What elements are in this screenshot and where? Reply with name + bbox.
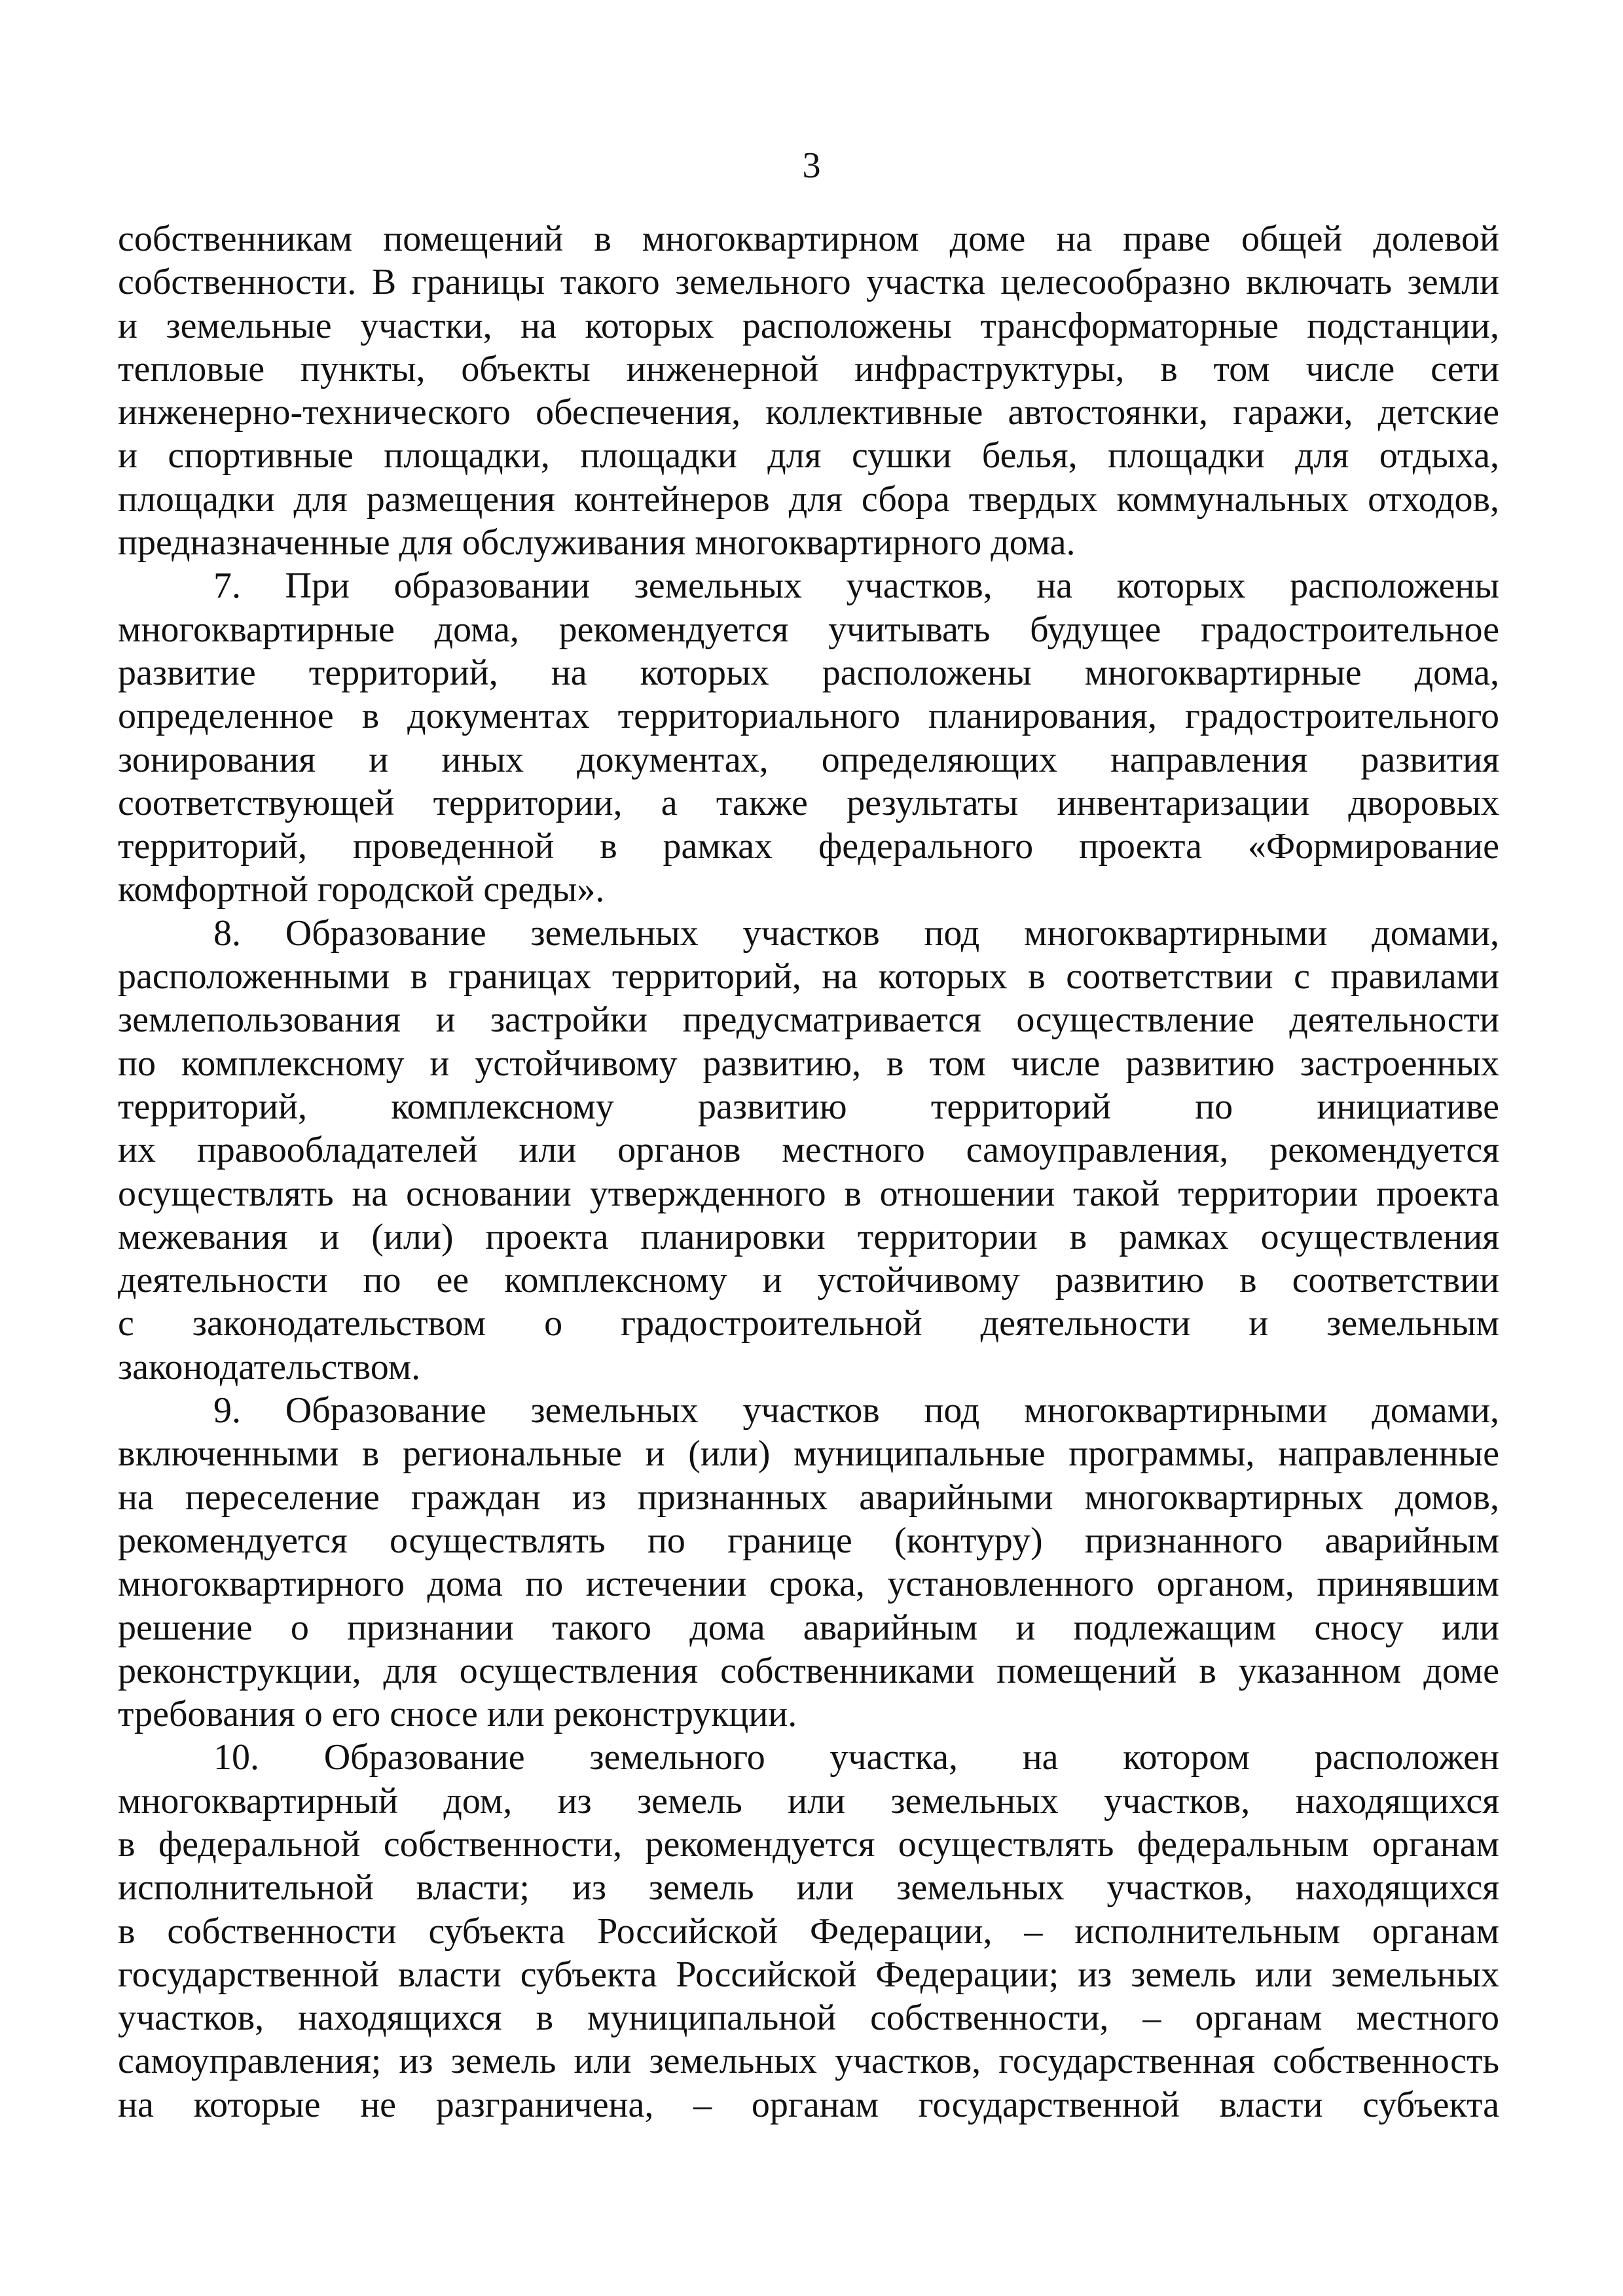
- text-line: и спортивные площадки, площадки для сушки белья, площадки для отдыха,: [118, 435, 1499, 476]
- text-line: решение о признании такого дома аварийным и подлежащим сносу или: [118, 1607, 1499, 1648]
- text-line: законодательством.: [118, 1346, 421, 1388]
- text-line: осуществлять на основании утвержденного в отношении такой территории проекта: [118, 1173, 1499, 1214]
- text-line: включенными в региональные и (или) муниципальные программы, направленные: [118, 1433, 1499, 1475]
- text-line: определенное в документах территориального планирования, градостроительного: [118, 696, 1499, 737]
- text-line: с законодательством о градостроительной деятельности и земельным: [118, 1303, 1499, 1344]
- text-line: комфортной городской среды».: [118, 869, 605, 910]
- text-line: предназначенные для обслуживания многоквартирного дома.: [118, 522, 1076, 564]
- text-line: многоквартирные дома, рекомендуется учитывать будущее градостроительное: [118, 609, 1499, 650]
- text-line: тепловые пункты, объекты инженерной инфраструктуры, в том числе сети: [118, 348, 1499, 389]
- text-line: деятельности по ее комплексному и устойчивому развитию в соответствии: [118, 1260, 1499, 1301]
- text-line: собственникам помещений в многоквартирном доме на праве общей долевой: [118, 219, 1499, 259]
- text-line: рекомендуется осуществлять по границе (контуру) признанного аварийным: [118, 1520, 1499, 1561]
- text-line: 9. Образование земельных участков под многоквартирными домами,: [213, 1390, 1499, 1431]
- text-line: многоквартирный дом, из земель или земельных участков, находящихся: [118, 1780, 1499, 1821]
- text-line: соответствующей территории, а также результаты инвентаризации дворовых: [118, 782, 1499, 823]
- text-line: расположенными в границах территорий, на которых в соответствии с правилами: [118, 956, 1499, 997]
- page-number: 3: [802, 145, 821, 186]
- text-line: инженерно-технического обеспечения, коллективные автостоянки, гаражи, детские: [118, 392, 1499, 433]
- text-line: площадки для размещения контейнеров для сбора твердых коммунальных отходов,: [118, 478, 1499, 520]
- text-line: самоуправления; из земель или земельных участков, государственная собственность: [118, 2041, 1499, 2082]
- text-line: исполнительной власти; из земель или земельных участков, находящихся: [118, 1867, 1499, 1909]
- text-line: развитие территорий, на которых расположены многоквартирные дома,: [118, 652, 1499, 693]
- text-line: в собственности субъекта Российской Федерации, – исполнительным органам: [118, 1910, 1499, 1952]
- text-line: территорий, проведенной в рамках федерального проекта «Формирование: [118, 826, 1499, 867]
- text-line: на которые не разграничена, – органам государственной власти субъекта: [118, 2084, 1499, 2125]
- text-line: 7. При образовании земельных участков, на которых расположены: [213, 565, 1499, 607]
- text-line: и земельные участки, на которых расположены трансформаторные подстанции,: [118, 305, 1499, 346]
- text-line: в федеральной собственности, рекомендуется осуществлять федеральным органам: [118, 1823, 1499, 1865]
- text-line: зонирования и иных документах, определяющих направления развития: [118, 739, 1499, 780]
- text-line: 8. Образование земельных участков под многоквартирными домами,: [213, 912, 1499, 954]
- text-line: участков, находящихся в муниципальной собственности, – органам местного: [118, 1998, 1499, 2039]
- text-line: на переселение граждан из признанных аварийными многоквартирных домов,: [118, 1477, 1499, 1518]
- text-line: межевания и (или) проекта планировки территории в рамках осуществления: [118, 1216, 1499, 1257]
- text-line: по комплексному и устойчивому развитию, в том числе развитию застроенных: [118, 1043, 1499, 1084]
- text-line: землепользования и застройки предусматривается осуществление деятельности: [118, 999, 1499, 1041]
- text-line: государственной власти субъекта Российской Федерации; из земель или земельных: [118, 1954, 1499, 1995]
- text-line: многоквартирного дома по истечении срока, установленного органом, принявшим: [118, 1564, 1499, 1605]
- text-line: собственности. В границы такого земельного участка целесообразно включать земли: [118, 262, 1499, 303]
- document-body: [118, 217, 1499, 2126]
- text-line: их правообладателей или органов местного самоуправления, рекомендуется: [118, 1130, 1499, 1171]
- text-line: территорий, комплексному развитию территорий по инициативе: [118, 1086, 1499, 1127]
- text-line: реконструкции, для осуществления собственниками помещений в указанном доме: [118, 1650, 1499, 1691]
- text-line: требования о его сносе или реконструкции.: [118, 1694, 797, 1735]
- text-line: 10. Образование земельного участка, на котором расположен: [213, 1737, 1499, 1778]
